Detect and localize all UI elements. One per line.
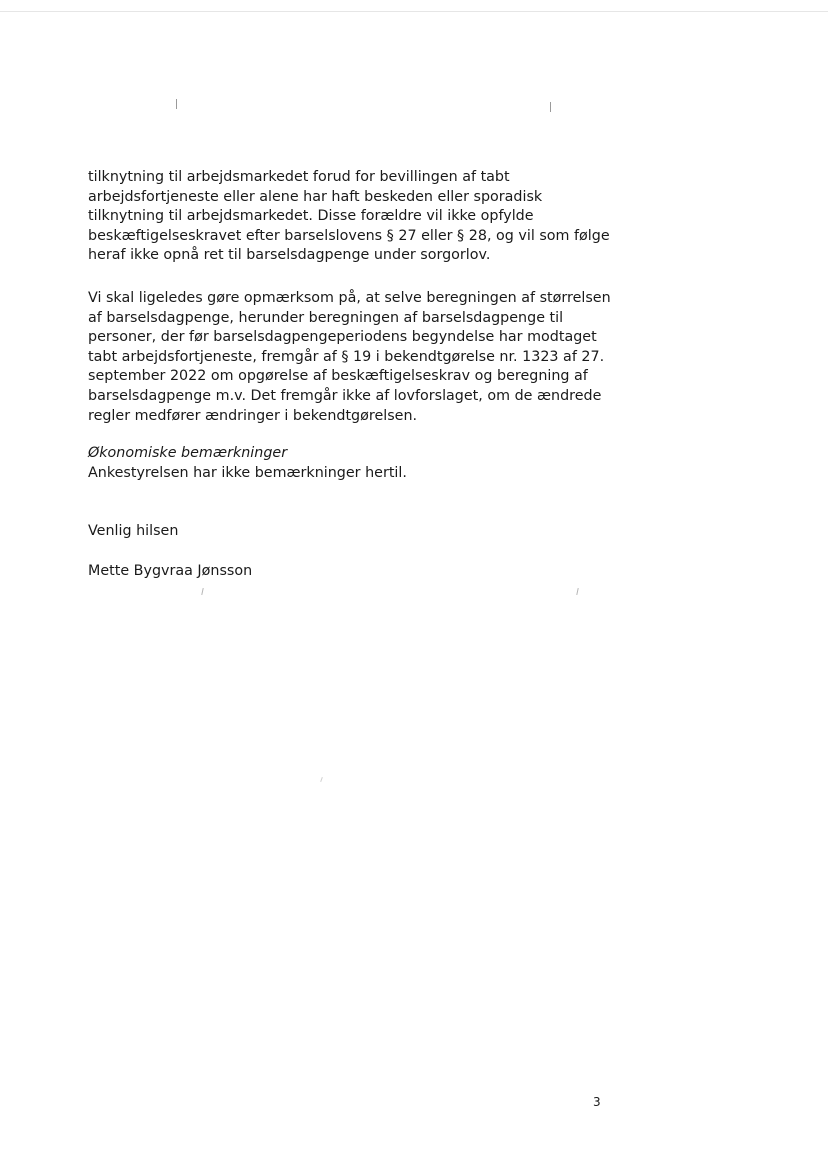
text-line: Vi skal ligeledes gøre opmærksom på, at selve beregningen af størrelsen: [88, 290, 611, 306]
text-line: af barselsdagpenge, herunder beregningen af barselsdagpenge til: [88, 309, 564, 326]
text-line: heraf ikke opnå ret til barselsdagpenge under sorgorlov.: [88, 247, 491, 264]
paragraph-calculation: [88, 289, 611, 426]
scan-artifact-mark: [576, 588, 578, 595]
signature-name: Mette Bygvraa Jønsson: [88, 563, 253, 579]
closing-greeting: Venlig hilsen: [88, 523, 179, 539]
text-line: barselsdagpenge m.v. Det fremgår ikke af lovforslaget, om de ændrede: [88, 387, 602, 404]
scan-top-edge: [0, 11, 828, 12]
economic-remarks-text: Ankestyrelsen har ikke bemærkninger hertil.: [88, 465, 407, 481]
page-number: 3: [593, 1095, 601, 1109]
scan-artifact-mark: [176, 99, 177, 109]
text-line: september 2022 om opgørelse af beskæftigelseskrav og beregning af: [88, 368, 588, 385]
text-line: arbejdsfortjeneste eller alene har haft beskeden eller sporadisk: [88, 188, 543, 205]
text-line: beskæftigelseskravet efter barselslovens § 27 eller § 28, og vil som følge: [88, 227, 610, 244]
text-line: personer, der før barselsdagpengeperiodens begyndelse har modtaget: [88, 329, 597, 346]
economic-remarks-heading: Økonomiske bemærkninger: [88, 445, 288, 461]
text-line: regler medfører ændringer i bekendtgørelsen.: [88, 407, 418, 424]
paragraph-eligibility: [88, 168, 610, 266]
text-line: tilknytning til arbejdsmarkedet forud for bevillingen af tabt: [88, 169, 510, 185]
text-line: tilknytning til arbejdsmarkedet. Disse forældre vil ikke opfylde: [88, 208, 534, 225]
scan-artifact-mark: [201, 588, 203, 595]
text-line: tabt arbejdsfortjeneste, fremgår af § 19 i bekendtgørelse nr. 1323 af 27.: [88, 348, 605, 365]
scan-artifact-mark: [550, 102, 551, 112]
scan-artifact-mark: [320, 777, 323, 782]
